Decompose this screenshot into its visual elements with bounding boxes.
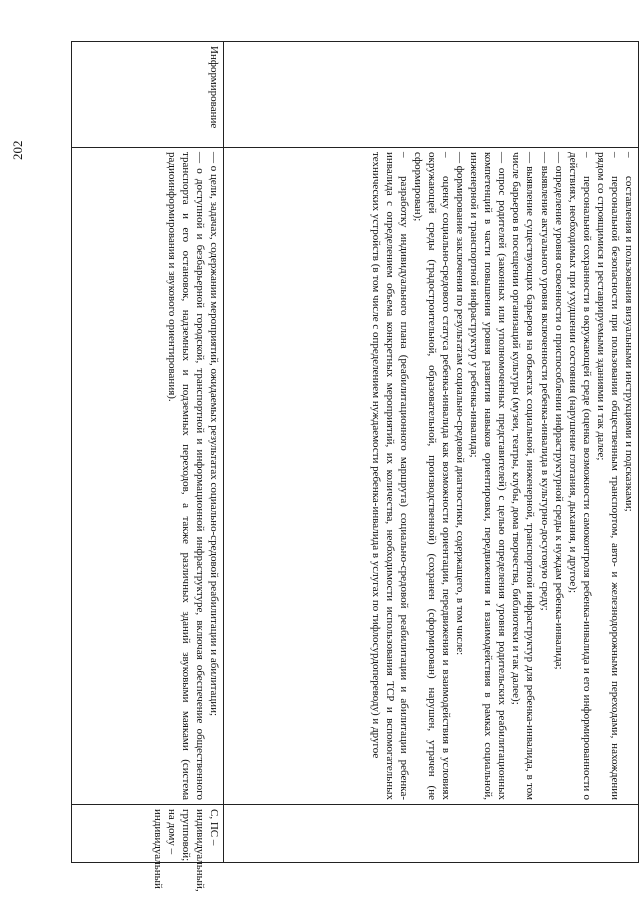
list-item: –составления и пользования визуальными инструкциями и подсказками; bbox=[623, 152, 635, 512]
service-content-cell bbox=[224, 148, 639, 805]
list-item: — выявление актуального уровня включенности ребенка-инвалида в культурно-досуговую среду; bbox=[538, 152, 551, 611]
list-item: — определение уровня освоенности о приспособлении инфраструктурной среды к нуждам ребенка-инвалида; bbox=[552, 152, 565, 670]
list-item: — опрос родителей (законных или уполномоченных представителей) с целью определения уровня родительских реабилитационных компетенций в части повышения уровня развития навыков ориентировки, передвижения и взаимодействия в рамках социальной, инженерной и транспортной инфраструктур у ребенка-инвалида; bbox=[468, 152, 509, 800]
service-form-cell bbox=[224, 805, 639, 863]
list-item: — о цели, задачах, содержании мероприятий, ожидаемых результатах социально-средовой реабилитации и абилитации; bbox=[208, 152, 220, 717]
table-row bbox=[72, 42, 224, 863]
service-content-cell bbox=[72, 148, 224, 805]
list-item: — выявление существующих барьеров на объектах социальной, инженерной, транспортной инфраструктур для ребенка-инвалида, в том числе барьеров в посещении организаций культуры (музеи, театры, клубы, дома творчества, библиотеки и так далее); bbox=[510, 152, 537, 800]
list-item: –разработку индивидуального плана (реабилитационного маршрута) социально-средовой реабилитации и абилитации ребенка-инвалида с определением объема конкретных мероприятий, их количества, необходимости использования ТСР и вспомогательных технических устройств (в том числе с определением нуждаемости ребенка-инвалида в услугах по тифлосурдопереводу) и другое bbox=[369, 152, 410, 800]
list-item: –оценку социально-средового статуса ребенка-инвалида как возможности ориентации, передвижения и взаимодействия в условиях окружающей среды (градостроительной, образовательной, производственной) (сохранен (сформирован) нарушен, утрачен (не сформирован); bbox=[411, 152, 452, 800]
service-form-cell: С, ПС – индивидуальный, групповой; на дому – индивидуальный bbox=[72, 805, 224, 863]
service-label-cell: Информирование bbox=[72, 42, 224, 148]
list-item: — о доступной и безбарьерной городской, транспортной и информационной инфраструктуре, включая обеспечение общественного транспорта и его остановок, надземных и подземных переходов, а также различных зданий звуковыми маяками (система радиоинформирования и звукового ориентирования). bbox=[165, 152, 206, 800]
list-item: — формирование заключения по результатам социально-средовой диагностики, содержащего, в том числе: bbox=[454, 152, 467, 656]
service-label-cell bbox=[224, 42, 639, 148]
table-row bbox=[224, 42, 639, 863]
page-number: 202 bbox=[10, 140, 25, 160]
rotated-table-wrapper bbox=[71, 41, 639, 892]
list-item: –персональной сохранности в окружающей среде (оценка возможности самоконтроля ребенка-инвалида и его информированности о действиях, необходимых при ухудшении состояния (нарушение глотания, дыхания, и другое); bbox=[566, 152, 593, 800]
services-table bbox=[71, 41, 639, 892]
list-item: –персональной безопасности при пользовании общественным транспортом, авто- и железнодорожными переходами, нахождении рядом со строящимися и реставрируемыми зданиями и так далее; bbox=[594, 152, 621, 800]
